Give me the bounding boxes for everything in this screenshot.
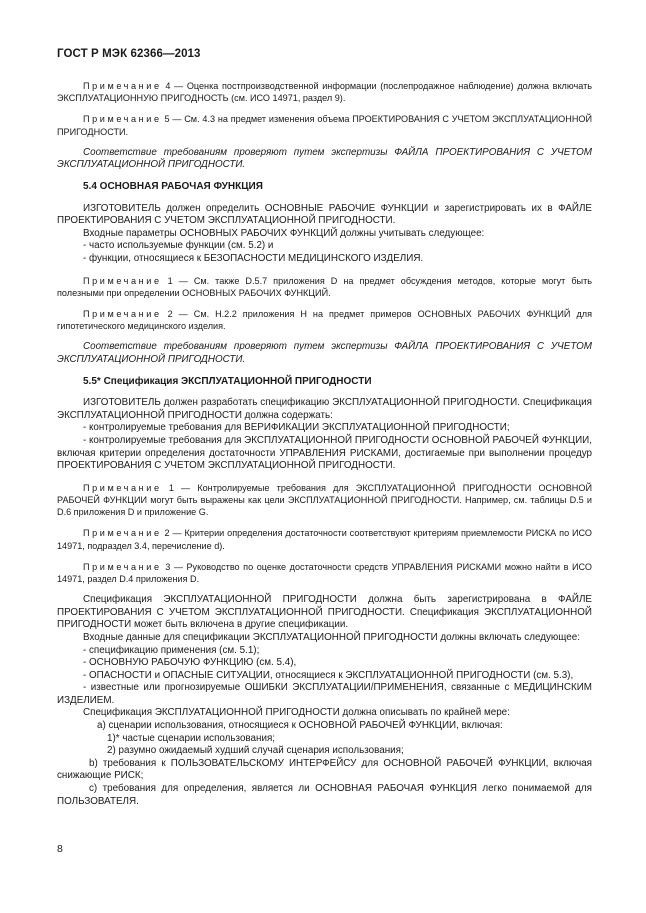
list-item: - функции, относящиеся к БЕЗОПАСНОСТИ МЕДИЦИНСКОГО ИЗДЕЛИЯ. (83, 252, 424, 264)
list-item: - часто используемые функции (см. 5.2) и (83, 240, 274, 252)
note-2 (57, 527, 592, 551)
note-text: 2 — Критерии определения достаточности соответствуют критериям приемлемости РИСКА по ИСО 14971, подраздел 3.4, перечисление d). (57, 528, 592, 551)
paragraph: Спецификация ЭКСПЛУАТАЦИОННОЙ ПРИГОДНОСТИ должна описывать по крайней мере: (83, 707, 510, 719)
paragraph: Входные параметры ОСНОВНЫХ РАБОЧИХ ФУНКЦИЙ должны учитывать следующее: (83, 227, 485, 239)
paragraph: Входные данные для спецификации ЭКСПЛУАТАЦИОННОЙ ПРИГОДНОСТИ должны включать следующее: (83, 631, 580, 643)
note-text: 3 — Руководство по оценке достаточности средств УПРАВЛЕНИЯ РИСКАМИ можно найти в ИСО 14971, раздел D.4 приложения D. (57, 561, 592, 584)
list-item-a: а) сценарии использования, относящиеся к ОСНОВНОЙ РАБОЧЕЙ ФУНКЦИИ, включая: (97, 720, 503, 732)
note-text: 1 — Контролируемые требования для ЭКСПЛУАТАЦИОННОЙ ПРИГОДНОСТИ ОСНОВНОЙ РАБОЧЕЙ ФУНКЦИИ могут быть выражены как цели ЭКСПЛУАТАЦИОННОЙ ПРИГОДНОСТИ. Например, см. таблицы D.5 и D.6 приложения D и приложение G. (57, 482, 592, 518)
list-item: - ОПАСНОСТИ и ОПАСНЫЕ СИТУАЦИИ, относящиеся к ЭКСПЛУАТАЦИОННОЙ ПРИГОДНОСТИ (см. 5.3), (83, 669, 574, 681)
list-item: - спецификацию применения (см. 5.1); (83, 644, 260, 656)
note-2 (57, 308, 592, 332)
note-text: 1 — См. также D.5.7 приложения D на предмет обсуждения методов, которые могут быть полезными при определении ОСНОВНЫХ РАБОЧИХ ФУНКЦИЙ. (57, 275, 592, 298)
paragraph: Спецификация ЭКСПЛУАТАЦИОННОЙ ПРИГОДНОСТИ должна быть зарегистрирована в ФАЙЛЕ ПРОЕКТИРОВАНИЯ С УЧЕТОМ ЭКСПЛУАТАЦИОННОЙ ПРИГОДНОСТИ. Спецификация ЭКСПЛУАТАЦИОННОЙ ПРИГОДНОСТИ может быть включена в другие спецификации. (57, 594, 592, 631)
list-item-b: b) требования к ПОЛЬЗОВАТЕЛЬСКОМУ ИНТЕРФЕЙСУ для ОСНОВНОЙ РАБОЧЕЙ ФУНКЦИИ, включая снижающие РИСК; (57, 757, 592, 782)
section-5-5-title: 5.5* Спецификация ЭКСПЛУАТАЦИОННОЙ ПРИГОДНОСТИ (83, 375, 372, 387)
standard-header: ГОСТ Р МЭК 62366—2013 (57, 48, 201, 60)
note-label: Примечание (83, 561, 162, 572)
paragraph: ИЗГОТОВИТЕЛЬ должен разработать спецификацию ЭКСПЛУАТАЦИОННОЙ ПРИГОДНОСТИ. Спецификация ЭКСПЛУАТАЦИОННОЙ ПРИГОДНОСТИ должна содержать: (57, 397, 592, 421)
note-1 (57, 482, 592, 519)
document-body (57, 80, 592, 808)
note-4 (57, 80, 592, 104)
conformance-statement: Соответствие требованиям проверяют путем экспертизы ФАЙЛА ПРОЕКТИРОВАНИЯ С УЧЕТОМ ЭКСПЛУАТАЦИОННОЙ ПРИГОДНОСТИ. (57, 341, 592, 365)
note-1 (57, 275, 592, 299)
list-item-a1: 1)* частые сценарии использования; (107, 732, 276, 744)
conformance-statement: Соответствие требованиям проверяют путем экспертизы ФАЙЛА ПРОЕКТИРОВАНИЯ С УЧЕТОМ ЭКСПЛУАТАЦИОННОЙ ПРИГОДНОСТИ. (57, 146, 592, 171)
list-item: - контролируемые требования для ВЕРИФИКАЦИИ ЭКСПЛУАТАЦИОННОЙ ПРИГОДНОСТИ; (83, 422, 510, 434)
section-5-4-title: 5.4 ОСНОВНАЯ РАБОЧАЯ ФУНКЦИЯ (83, 181, 263, 192)
note-text: 4 — Оценка постпроизводственной информации (послепродажное наблюдение) должна включать ЭКСПЛУАТАЦИОННУЮ ПРИГОДНОСТЬ (см. ИСО 14971, раздел 9). (57, 81, 592, 104)
note-text: 2 — См. Н.2.2 приложения Н на предмет примеров ОСНОВНЫХ РАБОЧИХ ФУНКЦИЙ для гипотетического медицинского изделия. (57, 308, 592, 332)
note-label: Примечание (83, 114, 162, 125)
note-label: Примечание (83, 528, 162, 539)
page-number: 8 (57, 843, 63, 855)
list-item: - контролируемые требования для ЭКСПЛУАТАЦИОННОЙ ПРИГОДНОСТИ ОСНОВНОЙ РАБОЧЕЙ ФУНКЦИИ, включая критерии определения достаточности УПРАВЛЕНИЯ РИСКАМИ, достигаемые при выполнении процедур ПРОЕКТИРОВАНИЯ С УЧЕТОМ ЭКСПЛУАТАЦИОННОЙ ПРИГОДНОСТИ. (57, 434, 592, 472)
list-item-c: c) требования для определения, является ли ОСНОВНАЯ РАБОЧАЯ ФУНКЦИЯ легко понимаемой для ПОЛЬЗОВАТЕЛЯ. (57, 783, 592, 807)
note-label: Примечание (83, 482, 162, 493)
note-label: Примечание (83, 308, 162, 319)
note-text: 5 — См. 4.3 на предмет изменения объема ПРОЕКТИРОВАНИЯ С УЧЕТОМ ЭКСПЛУАТАЦИОННОЙ ПРИГОДНОСТИ. (57, 114, 592, 137)
list-item: - ОСНОВНУЮ РАБОЧУЮ ФУНКЦИЮ (см. 5.4), (83, 657, 297, 669)
list-item: - известные или прогнозируемые ОШИБКИ ЭКСПЛУАТАЦИИ/ПРИМЕНЕНИЯ, связанные с МЕДИЦИНСКИМ ИЗДЕЛИЕМ. (57, 682, 592, 706)
note-3 (57, 561, 592, 585)
note-label: Примечание (83, 81, 162, 91)
list-item-a2: 2) разумно ожидаемый худший случай сценария использования; (107, 745, 404, 757)
note-label: Примечание (83, 275, 162, 286)
note-5 (57, 113, 592, 137)
paragraph: ИЗГОТОВИТЕЛЬ должен определить ОСНОВНЫЕ РАБОЧИЕ ФУНКЦИИ и зарегистрировать их в ФАЙЛЕ ПРОЕКТИРОВАНИЯ С УЧЕТОМ ЭКСПЛУАТАЦИОННОЙ ПРИГОДНОСТИ. (57, 202, 592, 227)
